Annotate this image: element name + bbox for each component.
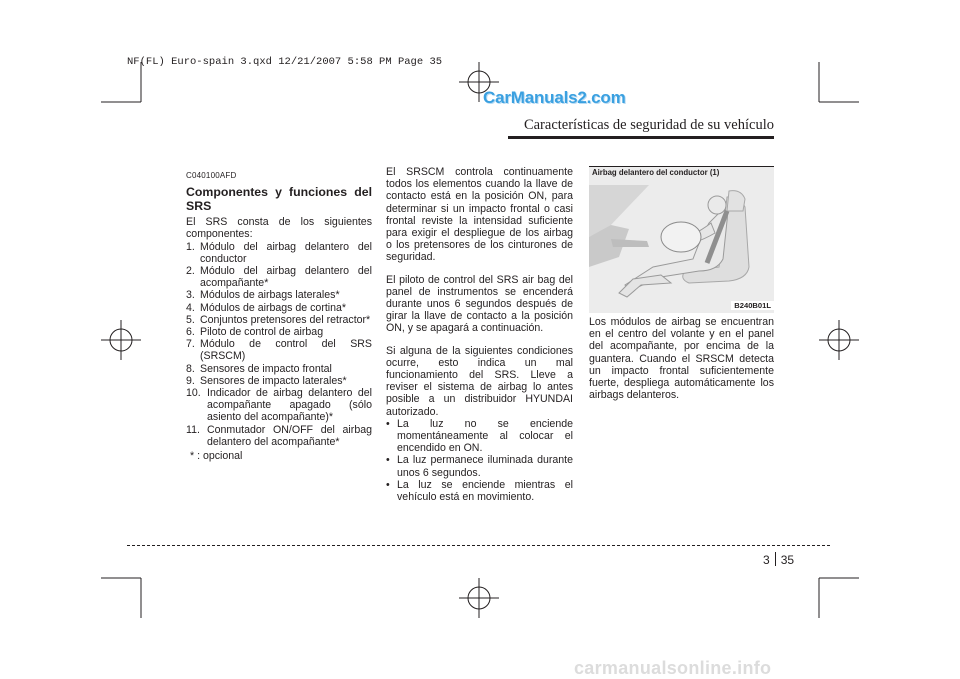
optional-note: * : opcional	[190, 450, 243, 463]
driver-airbag-figure	[589, 167, 774, 313]
list-item: 10. Indicador de airbag delantero del acompañante apagado (sólo asiento del acompañante)*	[186, 387, 372, 424]
section-title: Características de seguridad de su vehículo	[523, 117, 774, 133]
list-item: 8. Sensores de impacto frontal	[186, 362, 332, 375]
components-list	[186, 241, 372, 448]
list-item: 1. Módulo del airbag delantero del conductor	[186, 240, 372, 265]
footer-dashed-rule	[127, 545, 830, 546]
watermark-link[interactable]: CarManuals2.com	[483, 88, 626, 107]
bullet-item: • La luz no se enciende momentáneamente al colocar el encendido en ON.	[386, 418, 573, 455]
chapter-number: 3	[763, 553, 770, 567]
section-code: C040100AFD	[186, 171, 237, 180]
paragraph: Los módulos de airbag se encuentran en el centro del volante y en el panel del acompañante, por encima de la guantera. Cuando el SRSCM detecta un impacto frontal suficientemente fuerte, despliega automáticamente los airbags delanteros.	[589, 316, 774, 402]
warning-bullets	[386, 418, 573, 503]
section-heading: Componentes y funciones del SRS	[186, 185, 372, 214]
paragraph: El SRSCM controla continuamente todos los elementos cuando la llave de contacto está en la posición ON, para determinar si un impacto frontal o casi frontal reviste la intensidad suficiente para exigir el despliegue de los airbag o los pretensores de los cinturones de seguridad.	[386, 166, 573, 264]
column-2	[386, 166, 573, 503]
list-item: 7. Módulo de control del SRS (SRSCM)	[186, 338, 372, 363]
bullet-item: • La luz permanece iluminada durante unos 6 segundos.	[386, 454, 573, 478]
print-slug: NF(FL) Euro-spain 3.qxd 12/21/2007 5:58 PM Page 35	[127, 56, 443, 68]
column-1	[186, 170, 372, 462]
list-item: 2. Módulo del airbag delantero del acompañante*	[186, 265, 372, 290]
header-rule	[508, 136, 774, 139]
column-3	[589, 316, 774, 411]
page-number-value: 35	[780, 553, 795, 567]
list-item: 11. Conmutador ON/OFF del airbag delantero del acompañante*	[186, 423, 372, 448]
page-separator	[775, 552, 776, 566]
paragraph: Si alguna de la siguientes condiciones ocurre, esto indica un mal funcionamiento del SRS. Lleve a reviser el sistema de airbag lo antes posible a un distribuidor HYUNDAI autorizado.	[386, 344, 573, 418]
intro-text: El SRS consta de los siguientes componentes:	[186, 216, 372, 241]
list-item: 6. Piloto de control de airbag	[186, 326, 324, 339]
figure-caption: Airbag delantero del conductor (1)	[592, 168, 720, 177]
paragraph: El piloto de control del SRS air bag del panel de instrumentos se encenderá durante unos 6 segundos después de girar la llave de contacto a la posición ON, y se apagará a continuación.	[386, 273, 573, 335]
list-item: 9. Sensores de impacto laterales*	[186, 374, 347, 387]
airbag-illustration	[589, 166, 774, 313]
page-number	[763, 552, 794, 567]
figure-code: B240B01L	[731, 301, 774, 310]
footer-logo-link[interactable]: carmanualsonline.info	[574, 658, 772, 678]
list-item: 5. Conjuntos pretensores del retractor*	[186, 313, 371, 326]
bullet-item: • La luz se enciende mientras el vehículo está en movimiento.	[386, 479, 573, 503]
list-item: 4. Módulos de airbags de cortina*	[186, 301, 347, 314]
list-item: 3. Módulos de airbags laterales*	[186, 289, 340, 302]
